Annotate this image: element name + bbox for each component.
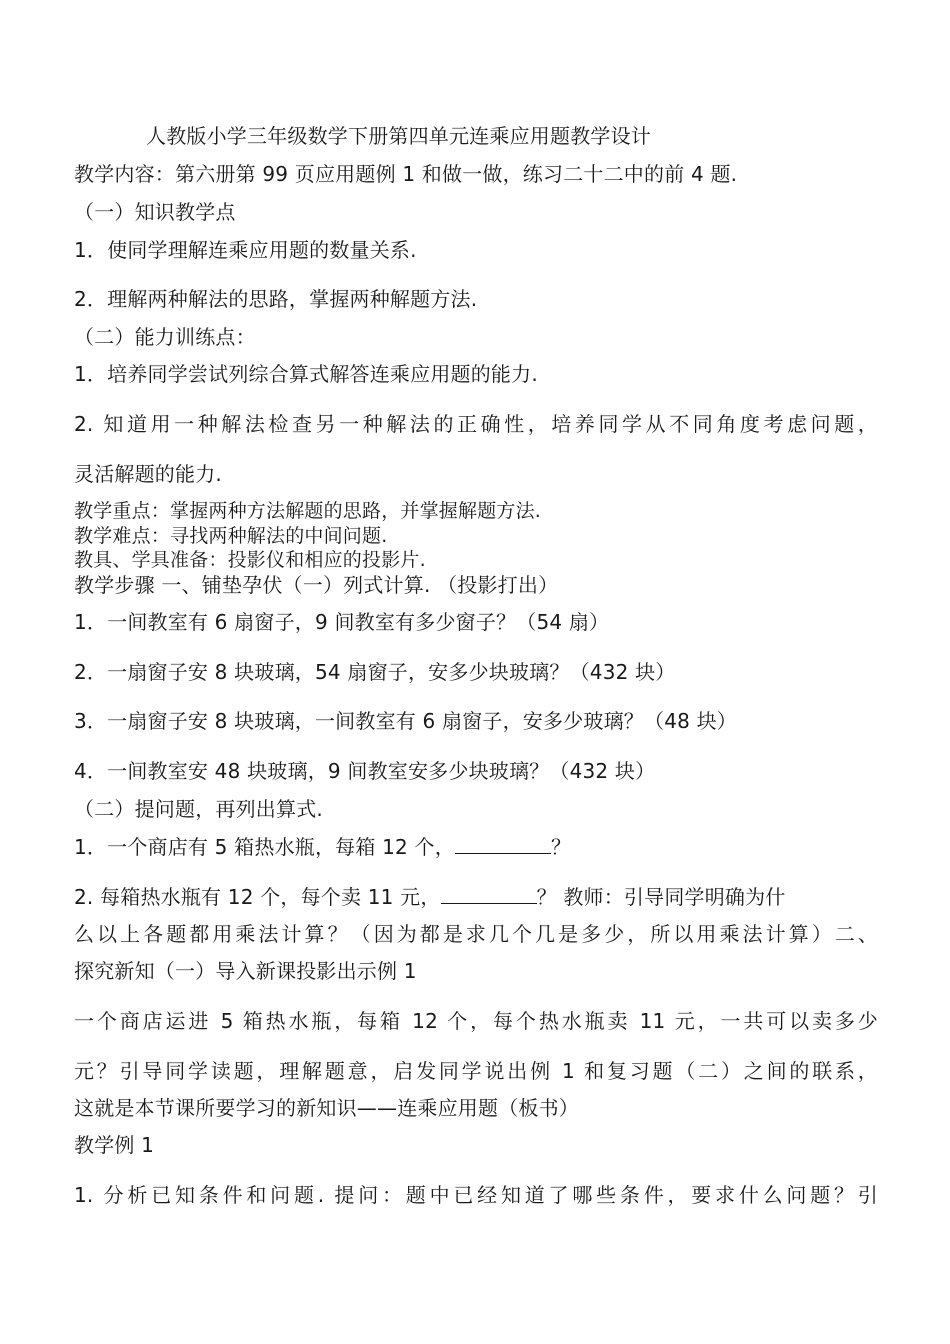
paragraph: 探究新知（一）导入新课投影出示例 1 bbox=[74, 959, 417, 983]
section-heading: （二）提问题，再列出算式. bbox=[74, 797, 323, 821]
question-text: 2. 每箱热水瓶有 12 个，每个卖 11 元， bbox=[74, 885, 441, 909]
paragraph: 元？引导同学读题，理解题意，启发同学说出例 1 和复习题（二）之间的联系， bbox=[74, 1059, 878, 1083]
key-point: 教学重点：掌握两种方法解题的思路，并掌握解题方法. bbox=[74, 500, 542, 522]
answer-blank bbox=[455, 835, 551, 854]
paragraph: 1．使同学理解连乘应用题的数量关系. bbox=[74, 238, 417, 262]
paragraph: 灵活解题的能力. bbox=[74, 462, 222, 486]
section-heading: （二）能力训练点： bbox=[74, 325, 256, 349]
document-title: 人教版小学三年级数学下册第四单元连乘应用题教学设计 bbox=[146, 124, 651, 148]
paragraph: 2. 知道用一种解法检查另一种解法的正确性，培养同学从不同角度考虑问题， bbox=[74, 412, 878, 436]
exercise-item: 1．一间教室有 6 扇窗子，9 间教室有多少窗子？（54 扇） bbox=[74, 610, 610, 634]
question-mark: ？ bbox=[550, 835, 572, 859]
teaching-steps: 教学步骤 一、铺垫孕伏（一）列式计算. （投影打出） bbox=[74, 573, 559, 597]
question-continuation: ？ 教师：引导同学明确为什 bbox=[536, 885, 786, 909]
paragraph: 1. 分析已知条件和问题. 提问：题中已经知道了哪些条件，要求什么问题？引 bbox=[74, 1183, 878, 1207]
exercise-item: 4．一间教室安 48 块玻璃，9 间教室安多少块玻璃？（432 块） bbox=[74, 759, 656, 783]
section-heading: 教学例 1 bbox=[74, 1133, 155, 1157]
exercise-item bbox=[74, 835, 571, 859]
paragraph: 2．理解两种解法的思路，掌握两种解题方法. bbox=[74, 287, 478, 311]
example-problem: 一个商店运进 5 箱热水瓶，每箱 12 个，每个热水瓶卖 11 元，一共可以卖多少 bbox=[74, 1009, 878, 1033]
exercise-item bbox=[74, 885, 786, 909]
section-heading: （一）知识教学点 bbox=[74, 200, 236, 224]
question-text: 1．一个商店有 5 箱热水瓶，每箱 12 个， bbox=[74, 835, 455, 859]
exercise-item: 2．一扇窗子安 8 块玻璃，54 扇窗子，安多少块玻璃？（432 块） bbox=[74, 660, 676, 684]
paragraph: 这就是本节课所要学习的新知识——连乘应用题（板书） bbox=[74, 1096, 579, 1120]
difficult-point: 教学难点：寻找两种解法的中间问题. bbox=[74, 525, 388, 547]
teaching-content: 教学内容：第六册第 99 页应用题例 1 和做一做，练习二十二中的前 4 题. bbox=[74, 162, 738, 186]
exercise-item: 3．一扇窗子安 8 块玻璃，一间教室有 6 扇窗子，安多少玻璃？（48 块） bbox=[74, 709, 738, 733]
teaching-aids: 教具、学具准备：投影仪和相应的投影片. bbox=[74, 549, 426, 571]
answer-blank bbox=[441, 885, 537, 904]
paragraph: 1．培养同学尝试列综合算式解答连乘应用题的能力. bbox=[74, 362, 538, 386]
paragraph: 么以上各题都用乘法计算？（因为都是求几个几是多少，所以用乘法计算）二、 bbox=[74, 922, 878, 946]
